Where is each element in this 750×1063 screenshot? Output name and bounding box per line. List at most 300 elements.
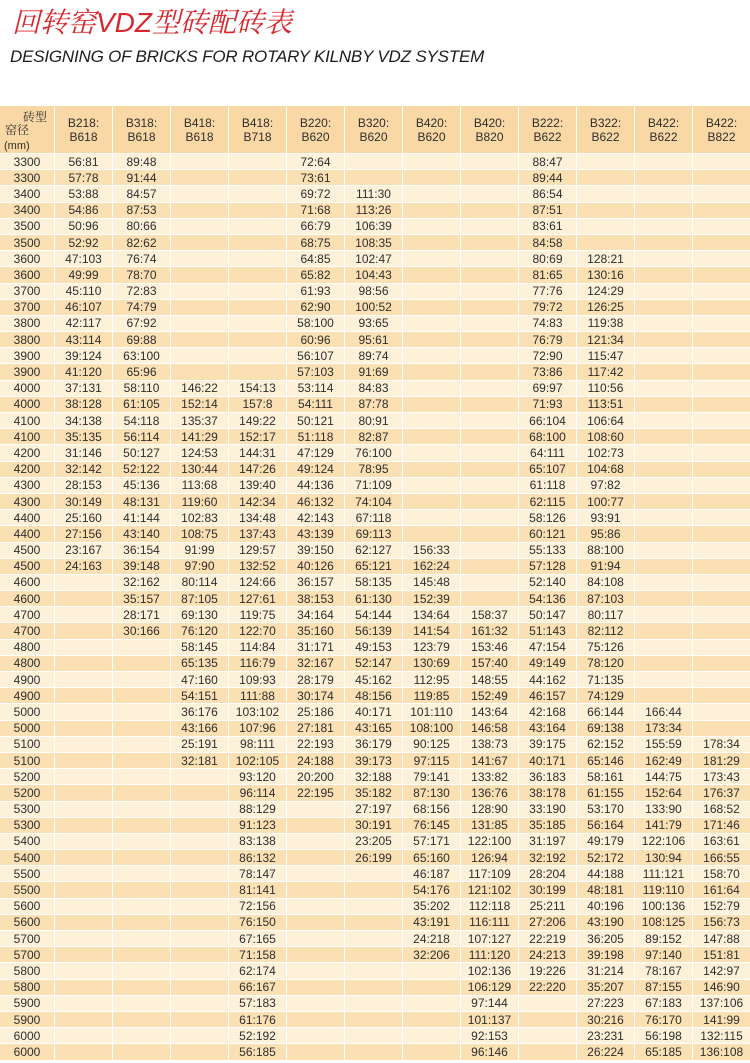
brick-ratio-cell: 63:100 (113, 348, 170, 363)
brick-ratio-cell: 43:139 (287, 526, 344, 541)
brick-ratio-cell (403, 413, 460, 428)
table-row (0, 267, 750, 282)
kiln-diameter-cell: 5800 (0, 963, 54, 978)
table-row (0, 494, 750, 509)
brick-ratio-cell (635, 591, 692, 606)
table-row (0, 559, 750, 574)
brick-ratio-cell: 132:115 (693, 1028, 750, 1043)
brick-ratio-cell: 117:42 (577, 364, 634, 379)
brick-ratio-cell (693, 267, 750, 282)
brick-ratio-cell: 40:196 (577, 899, 634, 914)
brick-ratio-cell (635, 348, 692, 363)
brick-ratio-cell: 54:136 (519, 591, 576, 606)
table-row (0, 1028, 750, 1043)
brick-ratio-cell (55, 737, 112, 752)
brick-ratio-cell: 56:164 (577, 818, 634, 833)
brick-ratio-cell (693, 413, 750, 428)
brick-ratio-cell: 25:191 (171, 737, 228, 752)
brick-ratio-cell: 66:167 (229, 980, 286, 995)
kiln-diameter-cell: 5000 (0, 721, 54, 736)
brick-ratio-cell (113, 1044, 170, 1059)
brick-ratio-cell: 23:167 (55, 543, 112, 558)
brick-ratio-cell (403, 478, 460, 493)
brick-ratio-cell (229, 300, 286, 315)
kiln-diameter-cell: 5600 (0, 915, 54, 930)
brick-ratio-cell: 23:231 (577, 1028, 634, 1043)
brick-ratio-cell: 77:76 (519, 284, 576, 299)
brick-ratio-cell: 37:131 (55, 381, 112, 396)
brick-ratio-cell (171, 802, 228, 817)
column-header (113, 106, 170, 153)
brick-ratio-cell: 122:106 (635, 834, 692, 849)
brick-ratio-cell: 28:179 (287, 672, 344, 687)
brick-ratio-cell: 50:147 (519, 607, 576, 622)
brick-ratio-cell (55, 575, 112, 590)
brick-ratio-cell: 102:73 (577, 445, 634, 460)
brick-ratio-cell: 149:22 (229, 413, 286, 428)
brick-ratio-cell: 79:141 (403, 769, 460, 784)
brick-ratio-cell (287, 931, 344, 946)
brick-ratio-cell: 28:204 (519, 866, 576, 881)
brick-ratio-cell (693, 688, 750, 703)
brick-ratio-cell: 61:93 (287, 284, 344, 299)
brick-ratio-cell (171, 1012, 228, 1027)
kiln-diameter-cell: 4400 (0, 526, 54, 541)
brick-ratio-cell: 67:183 (635, 996, 692, 1011)
brick-ratio-cell (55, 947, 112, 962)
brick-ratio-cell: 49:179 (577, 834, 634, 849)
brick-ratio-cell: 101:110 (403, 704, 460, 719)
brick-ratio-cell: 107:96 (229, 721, 286, 736)
kiln-diameter-cell: 4200 (0, 462, 54, 477)
brick-ratio-cell (403, 963, 460, 978)
brick-ratio-cell (345, 1044, 402, 1059)
brick-ratio-cell: 43:166 (171, 721, 228, 736)
table-row (0, 543, 750, 558)
kiln-diameter-cell: 4100 (0, 413, 54, 428)
brick-ratio-cell: 76:170 (635, 1012, 692, 1027)
brick-ratio-cell (345, 899, 402, 914)
brick-ratio-cell: 65:96 (113, 364, 170, 379)
brick-ratio-cell: 27:197 (345, 802, 402, 817)
kiln-diameter-cell: 5100 (0, 737, 54, 752)
brick-ratio-cell (461, 316, 518, 331)
brick-ratio-cell: 142:34 (229, 494, 286, 509)
brick-ratio-cell (113, 947, 170, 962)
table-row (0, 866, 750, 881)
table-row (0, 462, 750, 477)
brick-ratio-cell: 55:133 (519, 543, 576, 558)
kiln-diameter-cell: 5300 (0, 802, 54, 817)
table-row (0, 203, 750, 218)
brick-ratio-cell (403, 510, 460, 525)
kiln-diameter-cell: 5900 (0, 996, 54, 1011)
brick-ratio-cell: 145:48 (403, 575, 460, 590)
brick-ratio-cell (55, 785, 112, 800)
brick-ratio-cell: 39:150 (287, 543, 344, 558)
brick-ratio-cell (229, 186, 286, 201)
brick-ratio-cell: 141:99 (693, 1012, 750, 1027)
brick-ratio-cell (403, 494, 460, 509)
brick-ratio-cell (55, 963, 112, 978)
brick-ratio-cell: 58:100 (287, 316, 344, 331)
kiln-diameter-cell: 4500 (0, 559, 54, 574)
brick-ratio-cell (693, 284, 750, 299)
column-header-line-2: B620 (359, 129, 388, 144)
brick-ratio-cell: 52:92 (55, 235, 112, 250)
brick-ratio-cell (403, 235, 460, 250)
brick-ratio-cell: 32:142 (55, 462, 112, 477)
table-row (0, 1012, 750, 1027)
brick-ratio-cell: 87:103 (577, 591, 634, 606)
brick-ratio-cell: 76:145 (403, 818, 460, 833)
brick-ratio-cell (577, 235, 634, 250)
brick-ratio-cell: 117:109 (461, 866, 518, 881)
table-row (0, 300, 750, 315)
brick-ratio-cell (693, 575, 750, 590)
table-row (0, 429, 750, 444)
brick-ratio-cell: 93:91 (577, 510, 634, 525)
brick-ratio-cell: 88:129 (229, 802, 286, 817)
brick-ratio-cell: 82:112 (577, 623, 634, 638)
brick-ratio-cell (635, 462, 692, 477)
brick-ratio-cell: 122:100 (461, 834, 518, 849)
table-row (0, 737, 750, 752)
brick-ratio-cell (113, 882, 170, 897)
brick-ratio-cell: 66:144 (577, 704, 634, 719)
brick-ratio-cell (461, 462, 518, 477)
brick-ratio-cell: 93:65 (345, 316, 402, 331)
brick-ratio-cell: 30:199 (519, 882, 576, 897)
brick-ratio-cell (171, 866, 228, 881)
brick-ratio-cell: 119:38 (577, 316, 634, 331)
brick-ratio-cell (461, 526, 518, 541)
brick-ratio-cell (693, 397, 750, 412)
brick-ratio-cell: 45:110 (55, 284, 112, 299)
brick-ratio-cell: 119:110 (635, 882, 692, 897)
brick-ratio-cell: 74:129 (577, 688, 634, 703)
brick-ratio-cell: 48:131 (113, 494, 170, 509)
kiln-diameter-cell: 4600 (0, 591, 54, 606)
brick-ratio-cell: 100:52 (345, 300, 402, 315)
brick-ratio-cell: 52:147 (345, 656, 402, 671)
column-header-line-2: B822 (707, 129, 736, 144)
column-header-line-2: B620 (301, 129, 330, 144)
brick-ratio-cell (635, 640, 692, 655)
brick-ratio-cell (345, 963, 402, 978)
brick-ratio-cell: 161:32 (461, 623, 518, 638)
kiln-diameter-cell: 5600 (0, 899, 54, 914)
brick-ratio-cell (345, 154, 402, 169)
column-header-line-2: B618 (185, 129, 214, 144)
brick-ratio-cell (55, 899, 112, 914)
brick-ratio-cell: 28:153 (55, 478, 112, 493)
brick-ratio-cell: 46:157 (519, 688, 576, 703)
brick-ratio-cell (693, 300, 750, 315)
brick-ratio-cell (287, 882, 344, 897)
brick-ratio-cell (171, 251, 228, 266)
brick-ratio-cell: 76:79 (519, 332, 576, 347)
brick-ratio-cell (693, 251, 750, 266)
column-header (693, 106, 750, 153)
brick-ratio-cell: 156:33 (403, 543, 460, 558)
brick-ratio-cell: 49:149 (519, 656, 576, 671)
brick-ratio-cell: 82:87 (345, 429, 402, 444)
brick-ratio-cell: 56:81 (55, 154, 112, 169)
brick-ratio-cell (403, 154, 460, 169)
brick-ratio-cell (403, 429, 460, 444)
brick-ratio-cell: 39:148 (113, 559, 170, 574)
brick-ratio-cell (635, 559, 692, 574)
brick-ratio-cell: 46:107 (55, 300, 112, 315)
brick-ratio-cell: 119:60 (171, 494, 228, 509)
brick-ratio-cell: 44:136 (287, 478, 344, 493)
brick-ratio-cell: 22:219 (519, 931, 576, 946)
column-header-line-1: B318: (125, 115, 158, 130)
brick-ratio-cell (519, 1012, 576, 1027)
brick-ratio-cell: 53:88 (55, 186, 112, 201)
brick-ratio-cell: 96:114 (229, 785, 286, 800)
brick-ratio-cell: 130:69 (403, 656, 460, 671)
brick-ratio-cell: 40:171 (345, 704, 402, 719)
brick-ratio-cell: 27:181 (287, 721, 344, 736)
brick-ratio-cell: 122:70 (229, 623, 286, 638)
brick-ratio-cell: 41:120 (55, 364, 112, 379)
brick-ratio-cell: 30:166 (113, 623, 170, 638)
brick-ratio-cell: 112:118 (461, 899, 518, 914)
brick-ratio-cell: 30:191 (345, 818, 402, 833)
column-header (519, 106, 576, 153)
brick-ratio-cell (635, 445, 692, 460)
brick-ratio-cell (55, 818, 112, 833)
brick-ratio-cell: 116:111 (461, 915, 518, 930)
brick-ratio-cell: 71:158 (229, 947, 286, 962)
brick-ratio-cell: 101:137 (461, 1012, 518, 1027)
brick-ratio-cell (55, 931, 112, 946)
brick-ratio-cell (635, 623, 692, 638)
brick-ratio-cell (113, 915, 170, 930)
brick-ratio-cell: 81:141 (229, 882, 286, 897)
brick-ratio-cell: 102:105 (229, 753, 286, 768)
brick-ratio-cell (55, 1012, 112, 1027)
brick-ratio-cell (693, 721, 750, 736)
brick-ratio-cell: 163:61 (693, 834, 750, 849)
brick-ratio-cell (693, 478, 750, 493)
brick-ratio-cell (287, 818, 344, 833)
column-header (577, 106, 634, 153)
brick-ratio-cell (171, 267, 228, 282)
brick-ratio-cell: 113:68 (171, 478, 228, 493)
brick-ratio-cell (171, 980, 228, 995)
brick-ratio-cell: 32:167 (287, 656, 344, 671)
brick-ratio-cell: 152:14 (171, 397, 228, 412)
brick-ratio-cell: 78:70 (113, 267, 170, 282)
brick-ratio-cell: 128:21 (577, 251, 634, 266)
brick-ratio-cell: 107:127 (461, 931, 518, 946)
brick-ratio-cell (113, 753, 170, 768)
brick-ratio-cell (287, 963, 344, 978)
brick-ratio-cell (693, 186, 750, 201)
brick-ratio-cell: 58:145 (171, 640, 228, 655)
brick-ratio-cell: 76:74 (113, 251, 170, 266)
brick-ratio-cell (113, 688, 170, 703)
brick-ratio-cell (461, 478, 518, 493)
column-header-line-2: B622 (591, 129, 620, 144)
column-header (171, 106, 228, 153)
brick-ratio-cell (171, 186, 228, 201)
brick-ratio-cell: 71:68 (287, 203, 344, 218)
brick-ratio-cell (345, 866, 402, 881)
brick-ratio-cell: 62:115 (519, 494, 576, 509)
brick-ratio-cell: 100:77 (577, 494, 634, 509)
brick-ratio-cell: 32:188 (345, 769, 402, 784)
kiln-diameter-cell: 4700 (0, 607, 54, 622)
brick-ratio-cell (229, 154, 286, 169)
brick-ratio-cell (113, 721, 170, 736)
brick-ratio-cell (519, 1044, 576, 1059)
brick-ratio-cell: 148:55 (461, 672, 518, 687)
brick-ratio-cell (577, 203, 634, 218)
brick-ratio-cell (229, 332, 286, 347)
diameter-unit-label: (mm) (4, 140, 30, 152)
brick-ratio-cell (577, 219, 634, 234)
brick-ratio-cell: 76:120 (171, 623, 228, 638)
corner-header-cell (0, 106, 54, 153)
brick-ratio-cell (229, 364, 286, 379)
brick-ratio-cell (345, 170, 402, 185)
brick-ratio-cell (171, 170, 228, 185)
brick-ratio-cell: 61:105 (113, 397, 170, 412)
brick-ratio-cell: 42:168 (519, 704, 576, 719)
brick-ratio-cell: 132:52 (229, 559, 286, 574)
brick-ratio-cell: 146:58 (461, 721, 518, 736)
brick-ratio-cell: 26:199 (345, 850, 402, 865)
brick-ratio-cell: 19:226 (519, 963, 576, 978)
brick-ratio-cell: 54:151 (171, 688, 228, 703)
brick-ratio-cell: 31:171 (287, 640, 344, 655)
kiln-diameter-cell: 4900 (0, 688, 54, 703)
brick-ratio-cell (113, 640, 170, 655)
kiln-diameter-cell: 4000 (0, 397, 54, 412)
column-header-line-1: B418: (183, 115, 216, 130)
brick-ratio-cell (635, 413, 692, 428)
brick-ratio-cell: 56:139 (345, 623, 402, 638)
brick-ratio-cell (345, 882, 402, 897)
brick-ratio-cell (461, 413, 518, 428)
brick-ratio-cell (171, 899, 228, 914)
brick-ratio-cell (635, 607, 692, 622)
brick-ratio-cell: 53:114 (287, 381, 344, 396)
brick-ratio-cell: 32:192 (519, 850, 576, 865)
table-row (0, 996, 750, 1011)
table-row (0, 591, 750, 606)
brick-ratio-cell (403, 364, 460, 379)
brick-ratio-cell: 147:26 (229, 462, 286, 477)
brick-ratio-cell (229, 316, 286, 331)
brick-ratio-cell: 40:171 (519, 753, 576, 768)
brick-ratio-cell (171, 348, 228, 363)
brick-ratio-cell: 74:79 (113, 300, 170, 315)
kiln-diameter-cell: 4800 (0, 656, 54, 671)
column-header-line-2: B820 (475, 129, 504, 144)
brick-ratio-cell: 126:25 (577, 300, 634, 315)
brick-ratio-cell (171, 1028, 228, 1043)
brick-ratio-cell: 88:47 (519, 154, 576, 169)
brick-ratio-cell (287, 947, 344, 962)
brick-ratio-cell (171, 769, 228, 784)
brick-ratio-cell: 87:155 (635, 980, 692, 995)
brick-ratio-cell (635, 494, 692, 509)
table-row (0, 899, 750, 914)
brick-ratio-cell: 78:147 (229, 866, 286, 881)
brick-ratio-cell (519, 996, 576, 1011)
brick-ratio-cell: 75:126 (577, 640, 634, 655)
brick-ratio-cell: 152:64 (635, 785, 692, 800)
brick-ratio-cell (55, 623, 112, 638)
brick-ratio-cell: 176:37 (693, 785, 750, 800)
brick-ratio-cell: 119:85 (403, 688, 460, 703)
brick-ratio-cell (55, 591, 112, 606)
brick-ratio-cell: 146:22 (171, 381, 228, 396)
brick-ratio-cell: 61:118 (519, 478, 576, 493)
table-row (0, 704, 750, 719)
brick-ratio-cell (461, 381, 518, 396)
brick-ratio-cell (635, 235, 692, 250)
table-row (0, 931, 750, 946)
brick-ratio-cell (635, 429, 692, 444)
brick-ratio-cell (171, 834, 228, 849)
brick-ratio-cell (113, 672, 170, 687)
brick-ratio-cell: 87:53 (113, 203, 170, 218)
brick-ratio-cell (461, 494, 518, 509)
brick-ratio-cell (461, 170, 518, 185)
kiln-diameter-cell: 3800 (0, 332, 54, 347)
brick-ratio-cell: 178:34 (693, 737, 750, 752)
brick-ratio-cell (55, 980, 112, 995)
brick-ratio-cell (635, 543, 692, 558)
brick-ratio-cell: 66:104 (519, 413, 576, 428)
brick-ratio-cell: 181:29 (693, 753, 750, 768)
brick-ratio-cell: 52:172 (577, 850, 634, 865)
brick-ratio-cell: 35:182 (345, 785, 402, 800)
brick-ratio-cell: 25:186 (287, 704, 344, 719)
brick-ratio-cell (693, 170, 750, 185)
brick-ratio-cell: 69:138 (577, 721, 634, 736)
brick-ratio-cell: 130:94 (635, 850, 692, 865)
brick-ratio-cell: 166:44 (635, 704, 692, 719)
brick-ratio-cell (461, 543, 518, 558)
brick-ratio-cell: 34:138 (55, 413, 112, 428)
kiln-diameter-cell: 3400 (0, 186, 54, 201)
brick-ratio-cell (635, 478, 692, 493)
brick-ratio-cell (403, 1028, 460, 1043)
brick-ratio-cell: 102:83 (171, 510, 228, 525)
brick-ratio-cell: 158:37 (461, 607, 518, 622)
brick-ratio-cell: 152:49 (461, 688, 518, 703)
brick-ratio-cell (229, 267, 286, 282)
brick-ratio-cell: 152:79 (693, 899, 750, 914)
kiln-diameter-cell: 4500 (0, 543, 54, 558)
brick-ratio-cell (403, 203, 460, 218)
brick-ratio-cell: 49:99 (55, 267, 112, 282)
brick-ratio-cell: 30:149 (55, 494, 112, 509)
brick-ratio-cell: 168:52 (693, 802, 750, 817)
brick-ratio-cell: 97:90 (171, 559, 228, 574)
brick-ratio-cell: 90:125 (403, 737, 460, 752)
brick-ratio-cell (55, 753, 112, 768)
brick-ratio-cell (403, 284, 460, 299)
brick-ratio-cell: 30:216 (577, 1012, 634, 1027)
